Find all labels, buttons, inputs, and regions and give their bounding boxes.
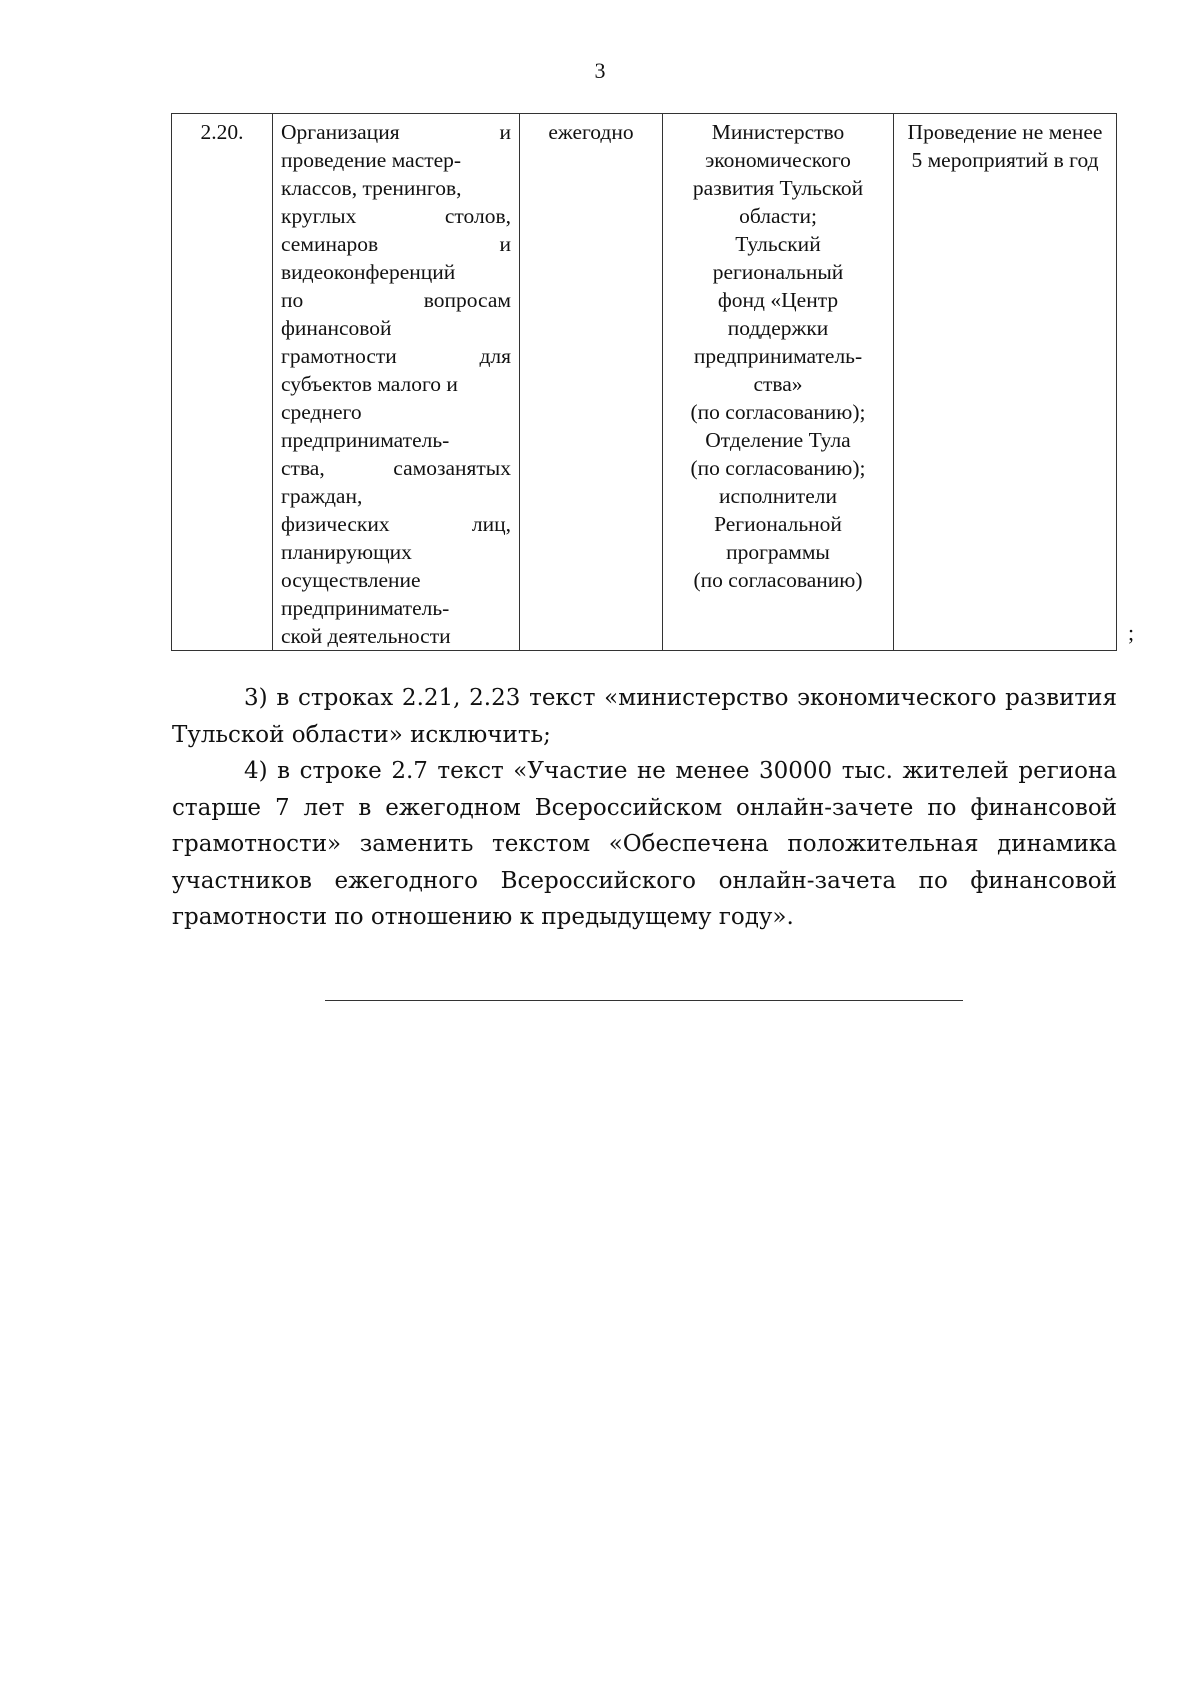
paragraph: 3) в строках 2.21, 2.23 текст «министерство экономического развития Тульской области» исключить; [172,685,1117,748]
name-line: субъектов малого и [281,372,458,396]
executor-line: предприниматель- [693,344,863,368]
page-number: 3 [594,58,606,83]
name-line: предприниматель- [281,428,450,452]
executor-line: Министерство [711,120,845,144]
name-line: классов, тренингов, [281,176,462,200]
result-line: 5 мероприятий в год [911,148,1099,172]
amendment-text [172,680,1117,936]
executor-cell [663,114,894,651]
paragraph: 4) в строке 2.7 текст «Участие не менее 30000 тыс. жителей региона старше 7 лет в ежегодном Всероссийском онлайн-зачете по финансовой грамотности» заменить текстом «Обеспечена положительная динамика участников ежегодного Всероссийского онлайн-зачета по финансовой грамотности по отношению к предыдущему году». [172,758,1117,930]
name-line: финансовой [281,316,392,340]
executor-line: ства» [753,372,803,396]
table-row [172,114,1117,651]
executor-line: Региональной [714,512,842,536]
executor-line: (по согласованию); [690,456,866,480]
end-rule [325,1000,963,1001]
executor-line: программы [726,540,830,564]
term-cell: ежегодно [520,114,663,651]
name-line: физических лиц, [281,512,511,536]
name-line: граждан, [281,484,363,508]
row-number-cell: 2.20. [172,114,273,651]
table-end-semicolon: ; [1128,620,1135,645]
executor-line: поддержки [727,316,829,340]
name-line: Организация и [281,120,511,144]
activity-name-cell [273,114,520,651]
executor-line: области; [739,204,817,228]
result-line: Проведение не менее [907,120,1103,144]
executor-line: (по согласованию); [690,400,866,424]
executor-line: фонд «Центр [717,288,839,312]
name-line: грамотности для [281,344,511,368]
executor-line: Отделение Тула [705,428,851,452]
name-line: видеоконференций [281,260,456,284]
name-line: планирующих [281,540,412,564]
executor-line: развития Тульской [692,176,864,200]
name-line: предприниматель- [281,596,450,620]
name-line: ской деятельности [281,624,451,648]
name-line: проведение мастер- [281,148,462,172]
name-line: семинаров и [281,232,511,256]
executor-line: Тульский [735,232,821,256]
name-line: осуществление [281,568,421,592]
name-line: по вопросам [281,288,511,312]
name-line: среднего [281,400,362,424]
executor-line: (по согласованию) [693,568,863,592]
executor-line: исполнители [719,484,837,508]
name-line: ства, самозанятых [281,456,511,480]
plan-table [171,113,1117,651]
name-line: круглых столов, [281,204,511,228]
executor-line: экономического [705,148,851,172]
executor-line: региональный [712,260,844,284]
result-cell [894,114,1117,651]
